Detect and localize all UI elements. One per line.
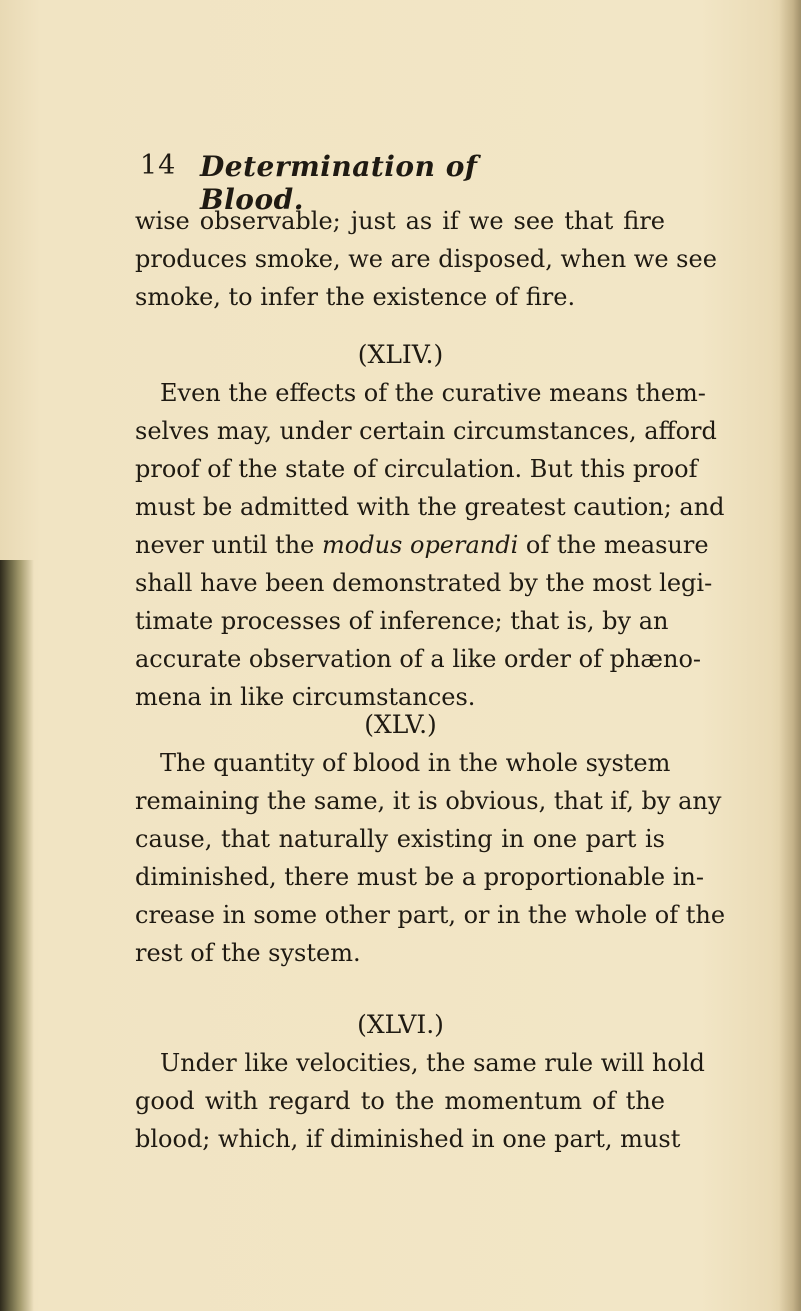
text-line bbox=[135, 526, 709, 564]
text-line: timate processes of inference; that is, by an bbox=[135, 607, 669, 635]
paragraph-intro bbox=[135, 202, 717, 316]
text-line: good with regard to the momentum of the bbox=[135, 1087, 665, 1115]
text-line: wise observable; just as if we see that fire bbox=[135, 207, 665, 235]
text-line: diminished, there must be a proportionable in- bbox=[135, 863, 704, 891]
text-line: produces smoke, we are disposed, when we see bbox=[135, 245, 717, 273]
text-line: Under like velocities, the same rule will hold bbox=[160, 1049, 705, 1077]
text-line: The quantity of blood in the whole system bbox=[160, 749, 671, 777]
text-line: must be admitted with the greatest caution; and bbox=[135, 493, 725, 521]
page-number: 14 bbox=[140, 150, 177, 181]
section-heading-xlvi: (XLVI.) bbox=[357, 1010, 444, 1039]
text-line: Even the effects of the curative means them- bbox=[160, 379, 706, 407]
section-heading-xliv: (XLIV.) bbox=[357, 340, 444, 369]
text-line: accurate observation of a like order of phæno- bbox=[135, 645, 702, 673]
text-line: selves may, under certain circumstances, afford bbox=[135, 417, 717, 445]
text-line bbox=[135, 450, 698, 488]
binding-shadow bbox=[0, 560, 34, 1311]
text-line-part: of the measure bbox=[525, 531, 709, 559]
paragraph-xliv bbox=[135, 374, 725, 716]
paragraph-xlv bbox=[135, 744, 726, 972]
text-line-part: proof of the state of circulation. But this proof bbox=[135, 455, 698, 483]
running-head bbox=[140, 150, 580, 216]
section-heading-xlv: (XLV.) bbox=[364, 710, 437, 739]
latin-phrase: modus operandi bbox=[322, 531, 519, 559]
paragraph-xlvi bbox=[135, 1044, 705, 1158]
text-line: mena in like circumstances. bbox=[135, 683, 476, 711]
text-line-part: never until the bbox=[135, 531, 315, 559]
text-line: remaining the same, it is obvious, that if, by any bbox=[135, 787, 722, 815]
text-line: smoke, to infer the existence of fire. bbox=[135, 283, 576, 311]
text-line: shall have been demonstrated by the most legi- bbox=[135, 569, 713, 597]
text-line: crease in some other part, or in the whole of the bbox=[135, 901, 726, 929]
page-edge-shadow bbox=[779, 0, 801, 1311]
text-line: blood; which, if diminished in one part, must bbox=[135, 1125, 681, 1153]
running-title: Determination of Blood. bbox=[200, 150, 478, 216]
text-line: rest of the system. bbox=[135, 939, 361, 967]
text-line: cause, that naturally existing in one part is bbox=[135, 825, 665, 853]
